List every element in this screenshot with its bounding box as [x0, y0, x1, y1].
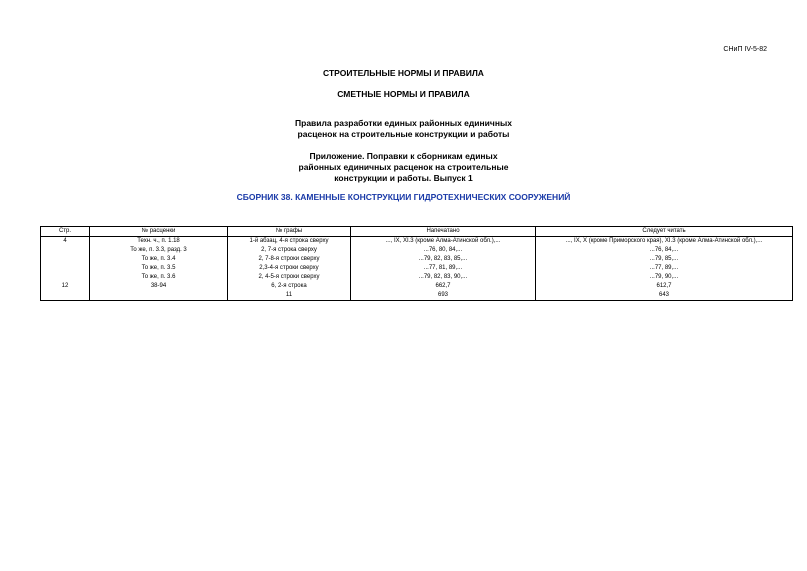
- cell-page: 4: [41, 237, 90, 247]
- errata-table: [40, 226, 793, 301]
- column-header-page: Стр.: [41, 227, 90, 237]
- cell-should-read: 643: [536, 291, 793, 301]
- cell-column-number: 2, 4-5-я строки сверху: [228, 273, 351, 282]
- cell-printed: ...77, 81, 89,...: [351, 264, 536, 273]
- table-header-row: [41, 227, 793, 237]
- cell-printed: ..., IX, XI.3 (кроме Алма-Атинской обл.),...: [351, 237, 536, 247]
- cell-rate-number: 38-94: [90, 282, 228, 291]
- cell-column-number: 11: [228, 291, 351, 301]
- cell-rate-number: То же, п. 3.3, разд. 3: [90, 246, 228, 255]
- table-row: [41, 291, 793, 301]
- cell-printed: ...79, 82, 83, 85,...: [351, 255, 536, 264]
- cell-page: [41, 255, 90, 264]
- heading-appendix: Приложение. Поправки к сборникам единых районных единичных расценок на строительные конструкции и работы. Выпуск 1: [298, 151, 509, 183]
- cell-page: [41, 264, 90, 273]
- cell-rate-number: Техн. ч., п. 1.18: [90, 237, 228, 247]
- cell-column-number: 2, 7-я строка сверху: [228, 246, 351, 255]
- cell-page: [41, 273, 90, 282]
- table-row: [41, 264, 793, 273]
- table-row: [41, 237, 793, 247]
- heading-rules: Правила разработки единых районных единичных расценок на строительные конструкции и работы: [295, 118, 512, 139]
- cell-column-number: 1-й абзац, 4-я строка сверху: [228, 237, 351, 247]
- cell-should-read: ..., IX, X (кроме Приморского края), XI.3 (кроме Алма-Атинской обл.),...: [536, 237, 793, 247]
- table-row: [41, 282, 793, 291]
- cell-printed: ...76, 80, 84,...: [351, 246, 536, 255]
- table-row: [41, 273, 793, 282]
- heading-estimate-norms: СМЕТНЫЕ НОРМЫ И ПРАВИЛА: [337, 89, 470, 99]
- cell-column-number: 6, 2-я строка: [228, 282, 351, 291]
- cell-should-read: 612,7: [536, 282, 793, 291]
- section-title: СБОРНИК 38. КАМЕННЫЕ КОНСТРУКЦИИ ГИДРОТЕХНИЧЕСКИХ СООРУЖЕНИЙ: [236, 192, 571, 202]
- cell-printed: 662,7: [351, 282, 536, 291]
- table-row: [41, 246, 793, 255]
- cell-column-number: 2, 7-8-я строки сверху: [228, 255, 351, 264]
- cell-printed: ...79, 82, 83, 90,...: [351, 273, 536, 282]
- cell-page: [41, 291, 90, 301]
- cell-should-read: ...79, 85,...: [536, 255, 793, 264]
- cell-rate-number: То же, п. 3.6: [90, 273, 228, 282]
- cell-printed: 693: [351, 291, 536, 301]
- column-header-column-number: № графы: [228, 227, 351, 237]
- heading-building-norms: СТРОИТЕЛЬНЫЕ НОРМЫ И ПРАВИЛА: [323, 68, 484, 78]
- cell-page: 12: [41, 282, 90, 291]
- column-header-should-read: Следует читать: [536, 227, 793, 237]
- cell-rate-number: [90, 291, 228, 301]
- cell-should-read: ...79, 90,...: [536, 273, 793, 282]
- document-code: СНиП IV-5-82: [723, 46, 767, 53]
- cell-should-read: ...77, 89,...: [536, 264, 793, 273]
- cell-rate-number: То же, п. 3.5: [90, 264, 228, 273]
- cell-column-number: 2,3-4-я строки сверху: [228, 264, 351, 273]
- column-header-printed: Напечатано: [351, 227, 536, 237]
- cell-page: [41, 246, 90, 255]
- table-row: [41, 255, 793, 264]
- cell-should-read: ...76, 84,...: [536, 246, 793, 255]
- column-header-rate-number: № расценки: [90, 227, 228, 237]
- cell-rate-number: То же, п. 3.4: [90, 255, 228, 264]
